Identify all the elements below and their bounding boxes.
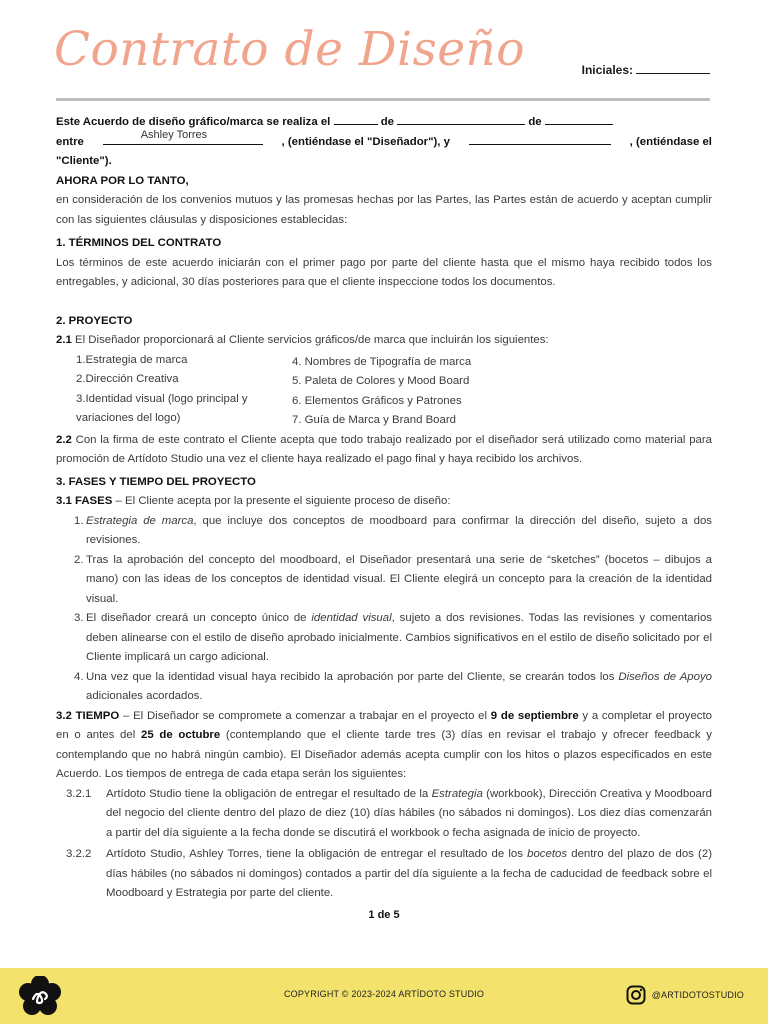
clause-label: 3.1 FASES	[56, 495, 113, 507]
ahora-heading: AHORA POR LO TANTO,	[56, 174, 189, 187]
social-handle: @ARTIDOTOSTUDIO	[651, 990, 744, 1000]
designer-name-field[interactable]	[103, 128, 263, 145]
subclause-emphasis: bocetos	[527, 848, 568, 860]
phase-number: 4.	[74, 670, 84, 683]
client-text: , (entiéndase el	[629, 135, 712, 148]
clause-text: Con la firma de este contrato el Cliente acepta que todo trabajo realizado por el diseñador será utilizado como material para promoción de Artídoto Studio una vez el cliente haya realizado el pago final y haya recibido los archivos.	[56, 433, 712, 465]
phase-emphasis: Diseños de Apoyo	[618, 670, 712, 683]
subclause-text: Artídoto Studio, Ashley Torres, tiene la obligación de entregar el resultado de los	[106, 848, 528, 860]
social-link[interactable]	[626, 985, 744, 1005]
contract-body	[56, 113, 712, 925]
phase-emphasis: identidad visual	[311, 612, 392, 624]
subclause-3-2-1	[56, 785, 712, 844]
services-list	[76, 351, 712, 431]
initials-blank[interactable]	[636, 63, 710, 74]
phase-item	[56, 668, 712, 707]
clause-text: y a completar el proyecto en o antes del	[56, 709, 712, 741]
phase-text: El diseñador creará un concepto único de	[86, 612, 312, 624]
phase-emphasis: Estrategia de marca	[86, 514, 194, 527]
initials-field	[582, 63, 710, 77]
clause-2-1	[56, 331, 712, 351]
section-1-text: Los términos de este acuerdo iniciarán con el primer pago por parte del cliente hasta que el mismo haya recibido todos los entregables, y adicional, 30 días posteriores para que el cliente inspeccione todos los documentos.	[56, 256, 712, 288]
clause-text: El Diseñador proporcionará al Cliente servicios gráficos/de marca que incluirán los siguientes:	[75, 334, 549, 346]
subclause-text: Artídoto Studio tiene la obligación de entregar el resultado de la	[106, 787, 432, 800]
list-item: 4. Nombres de Tipografía de marca	[292, 355, 472, 368]
end-date: 25 de octubre	[140, 729, 221, 741]
list-item: 5. Paleta de Colores y Mood Board	[292, 375, 470, 387]
phase-number: 2.	[74, 553, 84, 566]
list-item: 2.Dirección Creativa	[76, 373, 179, 385]
intro-line-3: "Cliente").	[56, 155, 112, 167]
phase-number: 3.	[74, 612, 84, 624]
client-name-blank[interactable]	[469, 133, 611, 145]
services-column-2	[292, 351, 471, 431]
list-item: 6. Elementos Gráficos y Patrones	[292, 394, 462, 407]
initials-label: Iniciales:	[581, 63, 633, 77]
clause-2-2	[56, 431, 712, 470]
entre-text: entre	[56, 135, 84, 148]
subclause-text: (workbook), Dirección Creativa y Moodboard del negocio del cliente dentro del plazo de diez (10) días hábiles (no sábados ni domingos). Los diez días comenzarán a partir del día siguiente a la fecha donde se discutirá el workbook o fecha asignada de inicio de proyecto.	[106, 787, 713, 839]
subclause-number: 3.2.2	[66, 848, 92, 860]
section-3-heading: 3. FASES Y TIEMPO DEL PROYECTO	[56, 475, 256, 488]
clause-number: 2.1	[56, 334, 72, 346]
phase-item	[56, 512, 712, 551]
clause-text: (contemplando que el cliente tarde tres (3) días en revisar el trabajo y ofrecer feedback y contemplando que no habrá ningún cambio). El Diseñador además acepta cumplir con los hitos o plazos especificados en este Acuerdo. Los tiempos de entrega de cada etapa serán los siguientes:	[56, 729, 712, 780]
designer-name: Ashley Torres	[140, 128, 208, 141]
services-column-1	[76, 351, 292, 431]
phase-item	[56, 551, 712, 610]
phase-number: 1.	[74, 514, 84, 527]
header-divider	[56, 98, 710, 101]
day-blank[interactable]	[334, 113, 378, 125]
phase-text: Una vez que la identidad visual haya recibido la aprobación por parte del Cliente, se crearán todos los	[86, 670, 619, 683]
phase-text: adicionales acordados.	[86, 690, 203, 702]
start-date: 9 de septiembre	[490, 709, 579, 722]
subclause-3-2-2	[56, 845, 712, 904]
consideration-text: en consideración de los convenios mutuos y las promesas hechas por las Partes, las Partes están de acuerdo y aceptan cumplir con las siguientes cláusulas y disposiciones establecidas:	[56, 194, 712, 226]
de-text: de	[380, 116, 394, 128]
intro-text: Este Acuerdo de diseño gráfico/marca se realiza el	[56, 116, 331, 128]
list-item: variaciones del logo)	[76, 412, 181, 424]
page-number: 1 de 5	[368, 908, 400, 921]
section-1-heading: 1. TÉRMINOS DEL CONTRATO	[56, 237, 222, 249]
de-text: de	[528, 116, 542, 128]
list-item: 1.Estrategia de marca	[76, 353, 188, 366]
clause-3-1	[56, 492, 712, 512]
clause-number: 2.2	[56, 433, 72, 446]
list-item: 7. Guía de Marca y Brand Board	[292, 414, 456, 426]
intro-line-2	[56, 128, 712, 153]
phase-text: , que incluye dos conceptos de moodboard para confirmar la dirección del diseño, sujeto a dos revisiones.	[86, 514, 712, 546]
copyright-text: COPYRIGHT © 2023-2024 ARTÍDOTO STUDIO	[283, 989, 485, 999]
clause-3-2	[56, 707, 712, 785]
subclause-text: dentro del plazo de dos (2) días hábiles (no sábados ni domingos) contados a partir del día siguiente a la fecha de caducidad de feedback sobre el Moodboard y Estrategia por parte del cliente.	[106, 848, 712, 899]
clause-text: – El Cliente acepta por la presente el siguiente proceso de diseño:	[112, 495, 451, 507]
designer-text: , (entiéndase el "Diseñador"), y	[281, 135, 450, 148]
phase-text: , sujeto a dos revisiones. Todas las revisiones y comentarios deben alinearse con el estilo de diseño aprobado inicialmente. Cambios significativos en el estilo de diseño solicitado por el Cliente implicará un cargo adicional.	[86, 612, 712, 663]
subclause-number: 3.2.1	[66, 787, 92, 800]
phase-text: Tras la aprobación del concepto del moodboard, el Diseñador presentará una serie de “sketches” (bocetos – dibujos a mano) con las ideas de los conceptos de identidad visual. El Cliente elegirá un concepto para la creación de la identidad visual.	[86, 553, 712, 605]
section-2-heading: 2. PROYECTO	[56, 314, 133, 327]
list-item: 3.Identidad visual (logo principal y	[76, 392, 248, 405]
subclause-emphasis: Estrategia	[431, 787, 483, 800]
clause-label: 3.2 TIEMPO	[56, 709, 120, 722]
instagram-icon	[626, 985, 646, 1005]
year-blank[interactable]	[545, 113, 613, 125]
footer-bar	[0, 968, 768, 1024]
clause-text: – El Diseñador se compromete a comenzar a trabajar en el proyecto el	[119, 709, 491, 722]
month-blank[interactable]	[397, 113, 525, 125]
phase-item	[56, 609, 712, 668]
page-title: Contrato de Diseño	[54, 22, 526, 77]
